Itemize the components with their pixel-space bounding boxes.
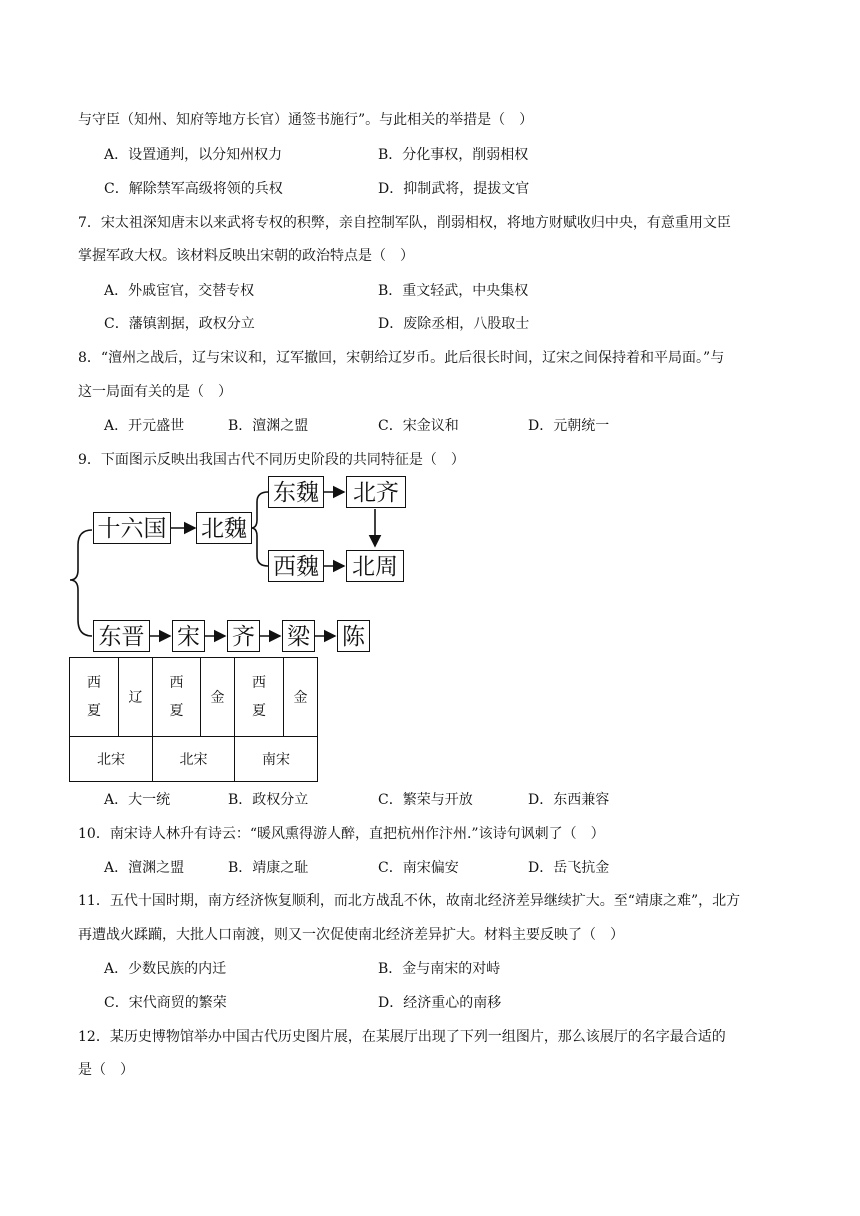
cell-xixia-2: 西 夏	[153, 658, 201, 737]
dynasty-table	[69, 657, 318, 782]
q8-stem-line2: 这一局面有关的是（ ）	[78, 384, 232, 400]
q11-stem-line1: 11．五代十国时期，南方经济恢复顺利，而北方战乱不休，故南北经济差异继续扩大。至“靖康之难”，北方	[78, 893, 741, 909]
q6-option-d[interactable]: D．抑制武将，提拔文官	[378, 181, 530, 197]
box-dongwei: 东魏	[268, 476, 324, 508]
q7-option-a[interactable]: A．外戚宦官，交替专权	[104, 283, 255, 299]
q10-option-c[interactable]: C．南宋偏安	[378, 860, 459, 876]
q7-option-c[interactable]: C．藩镇割据，政权分立	[104, 316, 255, 332]
q6-option-b[interactable]: B．分化事权，削弱相权	[378, 147, 529, 163]
q7-option-b[interactable]: B．重文轻武，中央集权	[378, 283, 529, 299]
q11-option-b[interactable]: B．金与南宋的对峙	[378, 961, 501, 977]
cell-jin-2: 金	[284, 658, 318, 737]
box-liang: 梁	[282, 620, 315, 652]
q10-option-a[interactable]: A．澶渊之盟	[104, 860, 185, 876]
cell-liao: 辽	[119, 658, 153, 737]
box-chen: 陈	[337, 620, 370, 652]
cell-xixia-1: 西 夏	[70, 658, 119, 737]
q12-stem-line1: 12．某历史博物馆举办中国古代历史图片展，在某展厅出现了下列一组图片，那么该展厅的名字最合适的	[78, 1029, 726, 1045]
box-beiwei: 北魏	[196, 512, 252, 544]
box-xiwei: 西魏	[268, 550, 324, 582]
q8-option-d[interactable]: D．元朝统一	[528, 418, 610, 434]
q8-stem-line1: 8．“澶州之战后，辽与宋议和，辽军撤回，宋朝给辽岁币。此后很长时间，辽宋之间保持着和平局面。”与	[78, 350, 725, 366]
q7-stem-line2: 掌握军政大权。该材料反映出宋朝的政治特点是（ ）	[78, 248, 414, 264]
box-qi: 齐	[227, 620, 260, 652]
q9-option-a[interactable]: A．大一统	[104, 792, 171, 808]
q8-option-b[interactable]: B．澶渊之盟	[228, 418, 309, 434]
q11-option-d[interactable]: D．经济重心的南移	[378, 995, 502, 1011]
q9-option-b[interactable]: B．政权分立	[228, 792, 309, 808]
q6-stem-tail: 与守臣（知州、知府等地方长官）通签书施行”。与此相关的举措是（ ）	[78, 112, 534, 128]
q10-stem: 10．南宋诗人林升有诗云：“暖风熏得游人醉，直把杭州作汴州.”该诗句讽刺了（ ）	[78, 826, 605, 842]
box-song: 宋	[172, 620, 205, 652]
q6-option-c[interactable]: C．解除禁军高级将领的兵权	[104, 181, 283, 197]
cell-beisong-2: 北宋	[153, 737, 235, 782]
cell-jin-1: 金	[201, 658, 235, 737]
q11-stem-line2: 再遭战火蹂躏，大批人口南渡，则又一次促使南北经济差异扩大。材料主要反映了（ ）	[78, 927, 624, 943]
q9-option-c[interactable]: C．繁荣与开放	[378, 792, 473, 808]
q10-option-d[interactable]: D．岳飞抗金	[528, 860, 610, 876]
q8-option-c[interactable]: C．宋金议和	[378, 418, 459, 434]
q6-option-a[interactable]: A．设置通判，以分知州权力	[104, 147, 283, 163]
box-beiqi: 北齐	[346, 476, 406, 508]
q11-option-c[interactable]: C．宋代商贸的繁荣	[104, 995, 227, 1011]
cell-xixia-3: 西 夏	[235, 658, 284, 737]
box-shiliuguo: 十六国	[93, 512, 171, 544]
q9-stem: 9．下面图示反映出我国古代不同历史阶段的共同特征是（ ）	[78, 452, 465, 468]
q9-option-d[interactable]: D．东西兼容	[528, 792, 610, 808]
q7-stem-line1: 7．宋太祖深知唐末以来武将专权的积弊，亲自控制军队，削弱相权，将地方财赋收归中央，有意重用文臣	[78, 215, 731, 231]
cell-beisong-1: 北宋	[70, 737, 153, 782]
q10-option-b[interactable]: B．靖康之耻	[228, 860, 309, 876]
box-dongjin: 东晋	[93, 620, 150, 652]
q8-option-a[interactable]: A．开元盛世	[104, 418, 185, 434]
q11-option-a[interactable]: A．少数民族的内迁	[104, 961, 227, 977]
q12-stem-line2: 是（ ）	[78, 1062, 134, 1078]
q7-option-d[interactable]: D．废除丞相，八股取士	[378, 316, 530, 332]
cell-nansong: 南宋	[235, 737, 318, 782]
box-beizhou: 北周	[346, 550, 404, 582]
